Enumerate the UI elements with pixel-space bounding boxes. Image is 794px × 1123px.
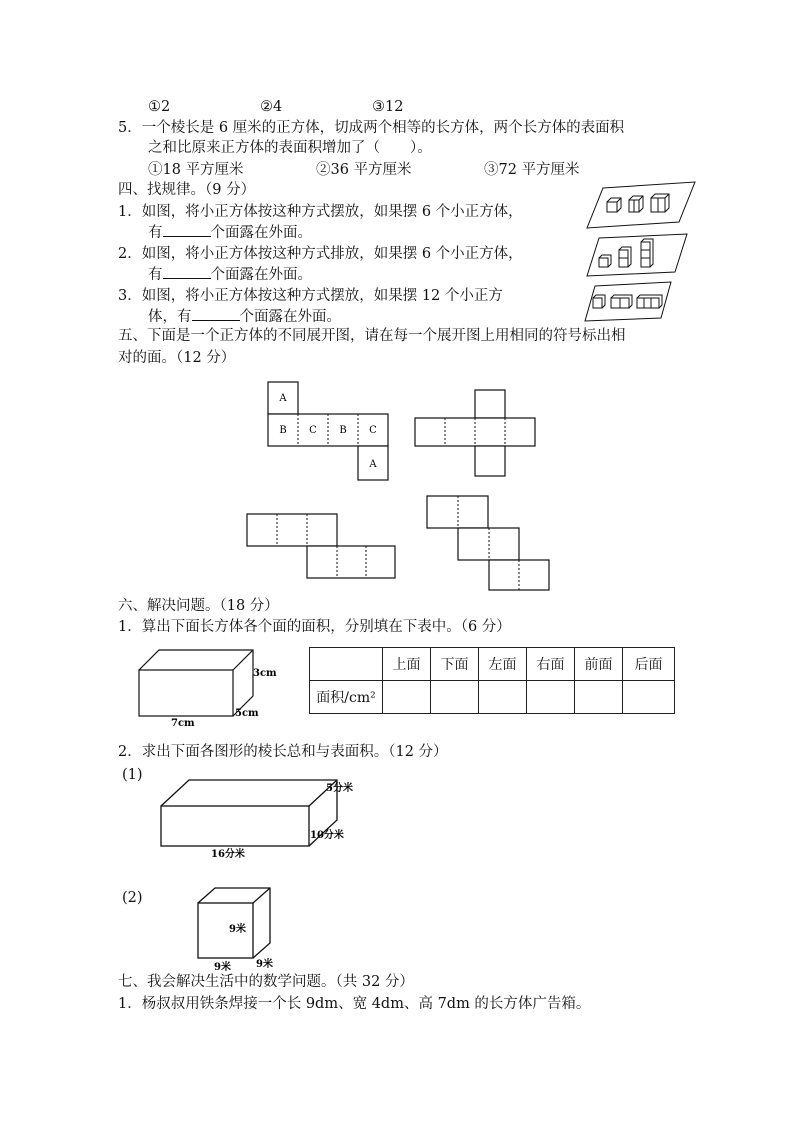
cube-row-1 bbox=[607, 194, 669, 212]
dim-height: 3cm bbox=[253, 668, 277, 679]
answer-blank[interactable] bbox=[163, 265, 211, 279]
cube-row-3 bbox=[593, 295, 662, 308]
s4-q2-line1: 2．如图，将小正方体按这种方式排放，如果摆 6 个小正方体， bbox=[118, 246, 523, 262]
dim-width: 10分米 bbox=[310, 830, 344, 841]
s4-q1-line2 bbox=[148, 223, 312, 242]
s4-q2-line2 bbox=[148, 265, 312, 284]
dim-length: 7cm bbox=[171, 718, 195, 729]
s6-q1: 1．算出下面长方体各个面的面积，分别填在下表中。（6 分） bbox=[118, 619, 511, 635]
pattern-plate-1 bbox=[587, 182, 695, 228]
section4-title: 四、找规律。（9 分） bbox=[118, 182, 256, 198]
q5-line1: 5．一个棱长是 6 厘米的正方体，切成两个相等的长方体，两个长方体的表面积 bbox=[118, 120, 625, 136]
section6-title: 六、解决问题。（18 分） bbox=[118, 598, 279, 614]
answer-cell[interactable] bbox=[479, 681, 527, 714]
option-1: ①2 bbox=[148, 99, 171, 115]
net-label: B bbox=[279, 425, 287, 436]
pattern-plate-3 bbox=[585, 282, 671, 321]
cube-figure bbox=[196, 886, 286, 972]
s4-q3-post: 个面露在外面。 bbox=[239, 309, 341, 325]
answer-blank[interactable] bbox=[192, 307, 240, 321]
s6-q2: 2．求出下面各图形的棱长总和与表面积。（12 分） bbox=[118, 744, 448, 760]
cube-row-2 bbox=[599, 239, 653, 267]
cuboid-figure-2 bbox=[159, 778, 369, 864]
net-label: C bbox=[309, 425, 317, 436]
table-header: 右面 bbox=[527, 648, 575, 681]
net-label: A bbox=[369, 459, 377, 470]
table-row-label: 面积/cm² bbox=[310, 681, 383, 714]
cube-net-1 bbox=[268, 382, 390, 482]
sub-question-2: (2) bbox=[122, 890, 143, 906]
dim-width: 9米 bbox=[256, 959, 273, 970]
section5-line1: 五、下面是一个正方体的不同展开图，请在每一个展开图上用相同的符号标出相 bbox=[118, 328, 626, 344]
dim-length: 9米 bbox=[214, 962, 231, 973]
option-3: ③12 bbox=[372, 99, 404, 115]
table-row bbox=[310, 681, 675, 714]
q5-line2 bbox=[148, 139, 432, 157]
s4-q3-line1: 3．如图，将小正方体按这种方式摆放，如果摆 12 个小正方 bbox=[118, 288, 503, 304]
cube-net-2 bbox=[415, 390, 537, 478]
table-row bbox=[310, 648, 675, 681]
q5-option-1: ①18 平方厘米 bbox=[148, 162, 244, 178]
s4-q3-line2 bbox=[148, 307, 341, 326]
section7-title: 七、我会解决生活中的数学问题。（共 32 分） bbox=[118, 974, 414, 990]
answer-blank[interactable] bbox=[163, 223, 211, 237]
answer-cell[interactable] bbox=[431, 681, 479, 714]
answer-cell[interactable] bbox=[623, 681, 675, 714]
dim-height: 9米 bbox=[229, 924, 246, 935]
net-label: C bbox=[369, 425, 377, 436]
table-header: 前面 bbox=[575, 648, 623, 681]
cube-net-4 bbox=[427, 496, 551, 592]
table-corner-cell bbox=[310, 648, 383, 681]
q5-option-2: ②36 平方厘米 bbox=[316, 162, 412, 178]
face-area-table bbox=[309, 647, 675, 714]
s4-q2-post: 个面露在外面。 bbox=[210, 267, 312, 283]
cuboid-figure-1 bbox=[139, 650, 289, 730]
s4-q3-pre: 体，有 bbox=[148, 309, 192, 325]
s4-q1-pre: 有 bbox=[148, 225, 163, 241]
table-header: 上面 bbox=[383, 648, 431, 681]
dim-height: 5分米 bbox=[326, 783, 353, 794]
net-label: A bbox=[279, 393, 287, 404]
answer-cell[interactable] bbox=[527, 681, 575, 714]
s4-q1-post: 个面露在外面。 bbox=[210, 225, 312, 241]
cube-net-3 bbox=[247, 514, 397, 579]
answer-cell[interactable] bbox=[383, 681, 431, 714]
q5-line2-text: 之和比原来正方体的表面积增加了（ bbox=[148, 140, 380, 156]
dim-length: 16分米 bbox=[211, 849, 245, 860]
table-header: 左面 bbox=[479, 648, 527, 681]
q5-line2-end: ）。 bbox=[410, 140, 432, 156]
table-header: 后面 bbox=[623, 648, 675, 681]
s4-q2-pre: 有 bbox=[148, 267, 163, 283]
section5-line2: 对的面。（12 分） bbox=[118, 350, 236, 366]
q5-option-3: ③72 平方厘米 bbox=[484, 162, 580, 178]
net-label: B bbox=[339, 425, 347, 436]
dim-width: 5cm bbox=[235, 708, 259, 719]
table-header: 下面 bbox=[431, 648, 479, 681]
s4-q1-line1: 1．如图，将小正方体按这种方式摆放，如果摆 6 个小正方体， bbox=[118, 204, 523, 220]
answer-cell[interactable] bbox=[575, 681, 623, 714]
option-2: ②4 bbox=[260, 99, 283, 115]
sub-question-1: (1) bbox=[122, 767, 143, 783]
s7-q1: 1．杨叔叔用铁条焊接一个长 9dm、宽 4dm、高 7dm 的长方体广告箱。 bbox=[118, 996, 591, 1012]
pattern-figures bbox=[585, 178, 697, 323]
